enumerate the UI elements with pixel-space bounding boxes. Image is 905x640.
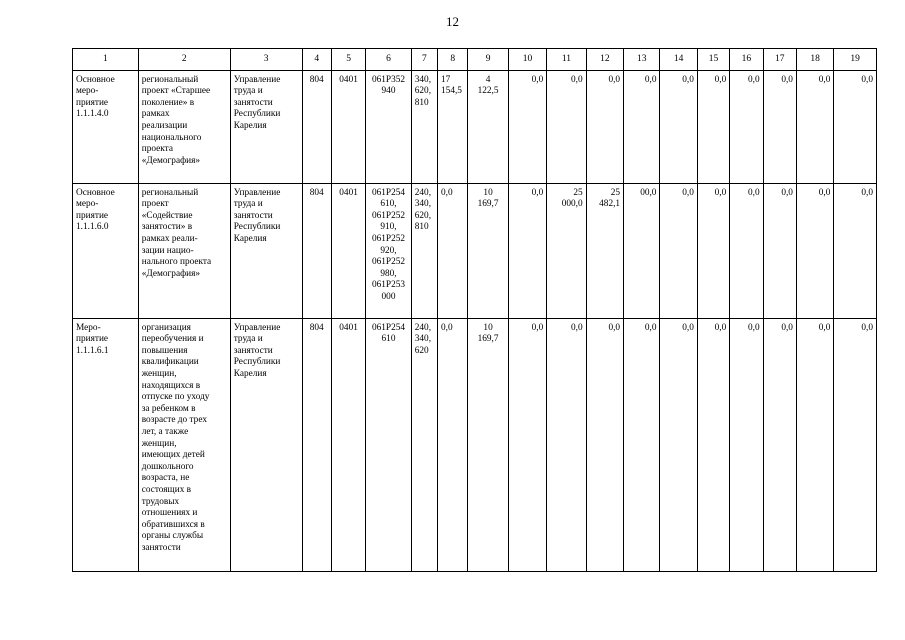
cell-col-1: Основное меро- приятие 1.1.1.4.0 bbox=[73, 70, 139, 183]
column-header-13: 13 bbox=[624, 49, 660, 71]
cell-col-15: 0,0 bbox=[697, 318, 729, 571]
cell-col-8: 17 154,5 bbox=[438, 70, 468, 183]
cell-col-9: 10 169,7 bbox=[468, 318, 508, 571]
cell-col-19: 0,0 bbox=[834, 183, 877, 318]
cell-col-16: 0,0 bbox=[730, 183, 763, 318]
cell-col-17: 0,0 bbox=[763, 70, 796, 183]
cell-col-16: 0,0 bbox=[730, 318, 763, 571]
cell-col-19: 0,0 bbox=[834, 70, 877, 183]
cell-col-15: 0,0 bbox=[697, 183, 729, 318]
cell-col-4: 804 bbox=[302, 70, 331, 183]
column-header-3: 3 bbox=[230, 49, 302, 71]
cell-col-5: 0401 bbox=[331, 70, 365, 183]
cell-col-13: 0,0 bbox=[624, 70, 660, 183]
column-header-9: 9 bbox=[468, 49, 508, 71]
cell-col-11: 0,0 bbox=[547, 318, 586, 571]
cell-col-18: 0,0 bbox=[796, 318, 833, 571]
cell-col-16: 0,0 bbox=[730, 70, 763, 183]
cell-col-10: 0,0 bbox=[508, 183, 546, 318]
table-row bbox=[73, 318, 877, 571]
column-header-16: 16 bbox=[730, 49, 763, 71]
cell-col-6: 061P254 610, 061P252 910, 061P252 920, 061P252 980, 061P253 000 bbox=[366, 183, 412, 318]
cell-col-2: региональный проект «Старшее поколение» в рамках реализации национального проекта «Демография» bbox=[138, 70, 230, 183]
cell-col-8: 0,0 bbox=[438, 183, 468, 318]
column-header-1: 1 bbox=[73, 49, 139, 71]
cell-col-9: 10 169,7 bbox=[468, 183, 508, 318]
cell-col-17: 0,0 bbox=[763, 318, 796, 571]
column-header-5: 5 bbox=[331, 49, 365, 71]
cell-col-7: 240, 340, 620 bbox=[411, 318, 437, 571]
cell-col-19: 0,0 bbox=[834, 318, 877, 571]
cell-col-6: 061P254 610 bbox=[366, 318, 412, 571]
cell-col-14: 0,0 bbox=[660, 183, 697, 318]
cell-col-6: 061P352 940 bbox=[366, 70, 412, 183]
cell-col-7: 240, 340, 620, 810 bbox=[411, 183, 437, 318]
table-body bbox=[73, 70, 877, 571]
column-header-18: 18 bbox=[796, 49, 833, 71]
column-header-6: 6 bbox=[366, 49, 412, 71]
cell-col-18: 0,0 bbox=[796, 183, 833, 318]
cell-col-12: 0,0 bbox=[586, 318, 623, 571]
cell-col-17: 0,0 bbox=[763, 183, 796, 318]
column-header-14: 14 bbox=[660, 49, 697, 71]
cell-col-13: 00,0 bbox=[624, 183, 660, 318]
cell-col-11: 0,0 bbox=[547, 70, 586, 183]
cell-col-2: организация переобучения и повышения квалификации женщин, находящихся в отпуске по уходу за ребенком в возрасте до трех лет, а также женщин, имеющих детей дошкольного возраста, не состоящих в трудовых отношениях и обратившихся в органы службы занятости bbox=[138, 318, 230, 571]
cell-col-11: 25 000,0 bbox=[547, 183, 586, 318]
table-row bbox=[73, 183, 877, 318]
column-header-4: 4 bbox=[302, 49, 331, 71]
column-header-11: 11 bbox=[547, 49, 586, 71]
budget-table bbox=[72, 48, 877, 572]
cell-col-2: региональный проект «Содействие занятости» в рамках реали- зации нацио- нального проекта «Демография» bbox=[138, 183, 230, 318]
cell-col-1: Основное меро- приятие 1.1.1.6.0 bbox=[73, 183, 139, 318]
cell-col-3: Управление труда и занятости Республики Карелия bbox=[230, 318, 302, 571]
column-header-8: 8 bbox=[438, 49, 468, 71]
cell-col-3: Управление труда и занятости Республики Карелия bbox=[230, 183, 302, 318]
cell-col-13: 0,0 bbox=[624, 318, 660, 571]
page-number: 12 bbox=[446, 14, 459, 29]
cell-col-9: 4 122,5 bbox=[468, 70, 508, 183]
cell-col-10: 0,0 bbox=[508, 70, 546, 183]
cell-col-1: Меро- приятие 1.1.1.6.1 bbox=[73, 318, 139, 571]
column-header-10: 10 bbox=[508, 49, 546, 71]
cell-col-15: 0,0 bbox=[697, 70, 729, 183]
cell-col-7: 340, 620, 810 bbox=[411, 70, 437, 183]
cell-col-3: Управление труда и занятости Республики Карелия bbox=[230, 70, 302, 183]
cell-col-10: 0,0 bbox=[508, 318, 546, 571]
column-header-17: 17 bbox=[763, 49, 796, 71]
column-header-19: 19 bbox=[834, 49, 877, 71]
column-header-12: 12 bbox=[586, 49, 623, 71]
cell-col-4: 804 bbox=[302, 183, 331, 318]
cell-col-12: 0,0 bbox=[586, 70, 623, 183]
cell-col-8: 0,0 bbox=[438, 318, 468, 571]
cell-col-14: 0,0 bbox=[660, 318, 697, 571]
cell-col-14: 0,0 bbox=[660, 70, 697, 183]
table-row bbox=[73, 70, 877, 183]
cell-col-5: 0401 bbox=[331, 318, 365, 571]
column-header-15: 15 bbox=[697, 49, 729, 71]
cell-col-18: 0,0 bbox=[796, 70, 833, 183]
cell-col-4: 804 bbox=[302, 318, 331, 571]
column-header-7: 7 bbox=[411, 49, 437, 71]
cell-col-12: 25 482,1 bbox=[586, 183, 623, 318]
header-row bbox=[73, 49, 877, 71]
cell-col-5: 0401 bbox=[331, 183, 365, 318]
column-header-2: 2 bbox=[138, 49, 230, 71]
